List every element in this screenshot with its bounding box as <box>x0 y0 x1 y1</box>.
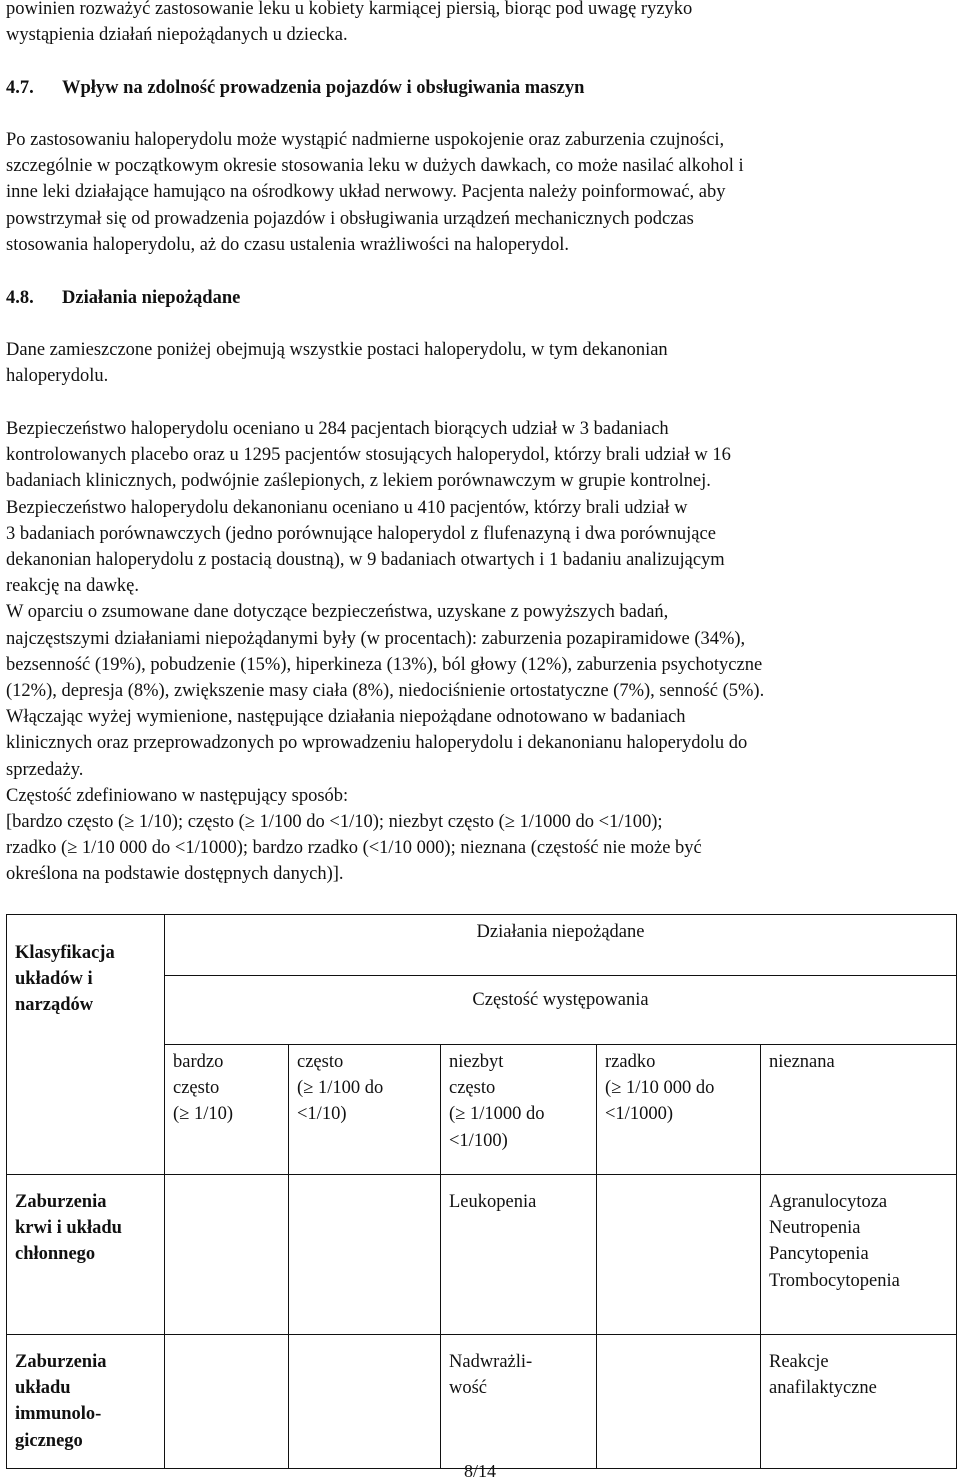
text-line: W oparciu o zsumowane dane dotyczące bezpieczeństwa, uzyskane z powyższych badań, <box>6 602 669 623</box>
text-line: badaniach klinicznych, podwójnie zaślepionych, z lekiem porównawczym w grupie kontrolnej. <box>6 471 711 492</box>
header-line: <1/1000) <box>605 1104 673 1125</box>
table-cell <box>597 1175 761 1335</box>
cell-line: Pancytopenia <box>769 1244 869 1265</box>
organ-class-cell <box>7 1335 165 1469</box>
cell-line: immunolo- <box>15 1404 102 1425</box>
header-line: <1/10) <box>297 1104 347 1125</box>
adverse-reactions-table <box>6 914 957 1469</box>
cell-line: anafilaktyczne <box>769 1378 877 1399</box>
text-line: bezsenność (19%), pobudzenie (15%), hiperkineza (13%), ból głowy (12%), zaburzenia psychotyczne <box>6 654 763 675</box>
section-4-7-heading <box>6 75 584 101</box>
cell-line: gicznego <box>15 1430 83 1451</box>
text-line: Dane zamieszczone poniżej obejmują wszystkie postaci haloperydolu, w tym dekanonian <box>6 340 668 360</box>
cell-line: Nadwrażli- <box>449 1352 533 1372</box>
section-number: 4.8. <box>6 288 34 308</box>
text-line: określona na podstawie dostępnych danych)]. <box>6 864 344 885</box>
section-number: 4.7. <box>6 78 34 98</box>
text-line: inne leki działające hamująco na ośrodkowy układ nerwowy. Pacjenta należy poinformować, aby <box>6 182 726 203</box>
frequency-header: Częstość występowania <box>472 990 649 1010</box>
cell-line: Trombocytopenia <box>769 1270 900 1291</box>
text-line: klinicznych oraz przeprowadzonych po wprowadzeniu haloperydolu i dekanonianu haloperydolu do <box>6 733 748 754</box>
text-line: (12%), depresja (8%), zwiększenie masy ciała (8%), niedociśnienie ortostatyczne (7%), senność (5%). <box>6 681 765 702</box>
intro-paragraph <box>6 0 692 48</box>
organ-class-cell <box>7 1175 165 1335</box>
header-line: (≥ 1/1000 do <box>449 1104 545 1125</box>
text-line: haloperydolu. <box>6 366 109 387</box>
text-line: powinien rozważyć zastosowanie leku u kobiety karmiącej piersią, biorąc pod uwagę ryzyko <box>6 0 693 19</box>
section-4-8-safety-paragraph <box>6 416 956 888</box>
text-line: Po zastosowaniu haloperydolu może wystąpić nadmierne uspokojenie oraz zaburzenia czujności, <box>6 130 725 150</box>
table-cell <box>761 1175 957 1335</box>
header-line: często <box>449 1078 496 1099</box>
table-row <box>7 1175 957 1335</box>
text-line: [bardzo często (≥ 1/10); często (≥ 1/100 do <1/10); niezbyt często (≥ 1/1000 do <1/100); <box>6 812 663 833</box>
header-line: Klasyfikacja <box>15 943 115 963</box>
cell-line: chłonnego <box>15 1244 96 1265</box>
organ-class-header-cell <box>7 915 165 1175</box>
header-line: nieznana <box>769 1052 835 1072</box>
header-line: narządów <box>15 995 94 1016</box>
section-4-8-intro-paragraph <box>6 337 668 389</box>
page-number: 8/14 <box>463 1461 496 1481</box>
text-line: najczęstszymi działaniami niepożądanymi były (w procentach): zaburzenia pozapiramidowe (34%), <box>6 628 746 649</box>
text-line: Bezpieczeństwo haloperydolu oceniano u 284 pacjentach biorących udział w 3 badaniach <box>6 419 669 439</box>
header-line: często <box>173 1078 220 1099</box>
table-cell <box>761 1335 957 1469</box>
text-line: dekanonian haloperydolu z postacią doustną), w 9 badaniach otwartych i 1 badaniu analizującym <box>6 550 725 571</box>
text-line: reakcję na dawkę. <box>6 576 140 597</box>
frequency-column-header <box>597 1045 761 1175</box>
cell-line: Zaburzenia <box>15 1192 107 1212</box>
cell-line: wość <box>449 1378 488 1399</box>
cell-line: układu <box>15 1378 71 1399</box>
frequency-header-cell <box>165 976 957 1045</box>
cell-line: Reakcje <box>769 1352 829 1372</box>
header-line: układów i <box>15 969 93 990</box>
section-title: Wpływ na zdolność prowadzenia pojazdów i obsługiwania maszyn <box>62 78 585 98</box>
table-cell <box>597 1335 761 1469</box>
adverse-reactions-header: Działania niepożądane <box>476 922 645 942</box>
cell-line: krwi i układu <box>15 1218 122 1239</box>
table-header-row <box>7 915 957 976</box>
text-line: sprzedaży. <box>6 759 84 780</box>
frequency-column-header <box>289 1045 441 1175</box>
text-line: szczególnie w początkowym okresie stosowania leku w dużych dawkach, co może nasilać alkohol i <box>6 156 744 177</box>
cell-line: Agranulocytoza <box>769 1192 888 1212</box>
table-row <box>7 1335 957 1469</box>
text-line: Włączając wyżej wymienione, następujące działania niepożądane odnotowano w badaniach <box>6 707 686 728</box>
cell-line: Leukopenia <box>449 1192 537 1212</box>
adverse-reactions-header-cell <box>165 915 957 976</box>
section-4-7-paragraph <box>6 127 956 258</box>
text-line: wystąpienia działań niepożądanych u dziecka. <box>6 25 348 46</box>
cell-line: Zaburzenia <box>15 1352 107 1372</box>
table-cell <box>289 1175 441 1335</box>
text-line: rzadko (≥ 1/10 000 do <1/1000); bardzo rzadko (<1/10 000); nieznana (częstość nie może być <box>6 838 702 859</box>
table-cell <box>165 1335 289 1469</box>
frequency-column-header <box>441 1045 597 1175</box>
header-line: rzadko <box>605 1052 656 1072</box>
frequency-column-header <box>761 1045 957 1175</box>
section-4-8-heading <box>6 285 240 311</box>
text-line: Bezpieczeństwo haloperydolu dekanonianu oceniano u 410 pacjentów, którzy brali udział w <box>6 497 688 518</box>
section-title: Działania niepożądane <box>62 288 241 308</box>
header-line: (≥ 1/10) <box>173 1104 233 1125</box>
header-line: <1/100) <box>449 1130 508 1151</box>
text-line: Częstość zdefiniowano w następujący sposób: <box>6 785 349 806</box>
text-line: stosowania haloperydolu, aż do czasu ustalenia wrażliwości na haloperydol. <box>6 234 570 255</box>
header-line: często <box>297 1052 344 1072</box>
header-line: (≥ 1/10 000 do <box>605 1078 715 1099</box>
table-cell <box>441 1175 597 1335</box>
frequency-column-header <box>165 1045 289 1175</box>
text-line: kontrolowanych placebo oraz u 1295 pacjentów stosujących haloperydol, którzy brali udział w 16 <box>6 445 731 466</box>
text-line: powstrzymał się od prowadzenia pojazdów i obsługiwania urządzeń mechanicznych podczas <box>6 208 694 229</box>
header-line: (≥ 1/100 do <box>297 1078 384 1099</box>
table-cell <box>165 1175 289 1335</box>
text-line: 3 badaniach porównawczych (jedno porównujące haloperydol z flufenazyną i dwa porównujące <box>6 523 716 544</box>
header-line: niezbyt <box>449 1052 504 1072</box>
table-cell <box>441 1335 597 1469</box>
table-cell <box>289 1335 441 1469</box>
cell-line: Neutropenia <box>769 1218 861 1239</box>
header-line: bardzo <box>173 1052 224 1072</box>
